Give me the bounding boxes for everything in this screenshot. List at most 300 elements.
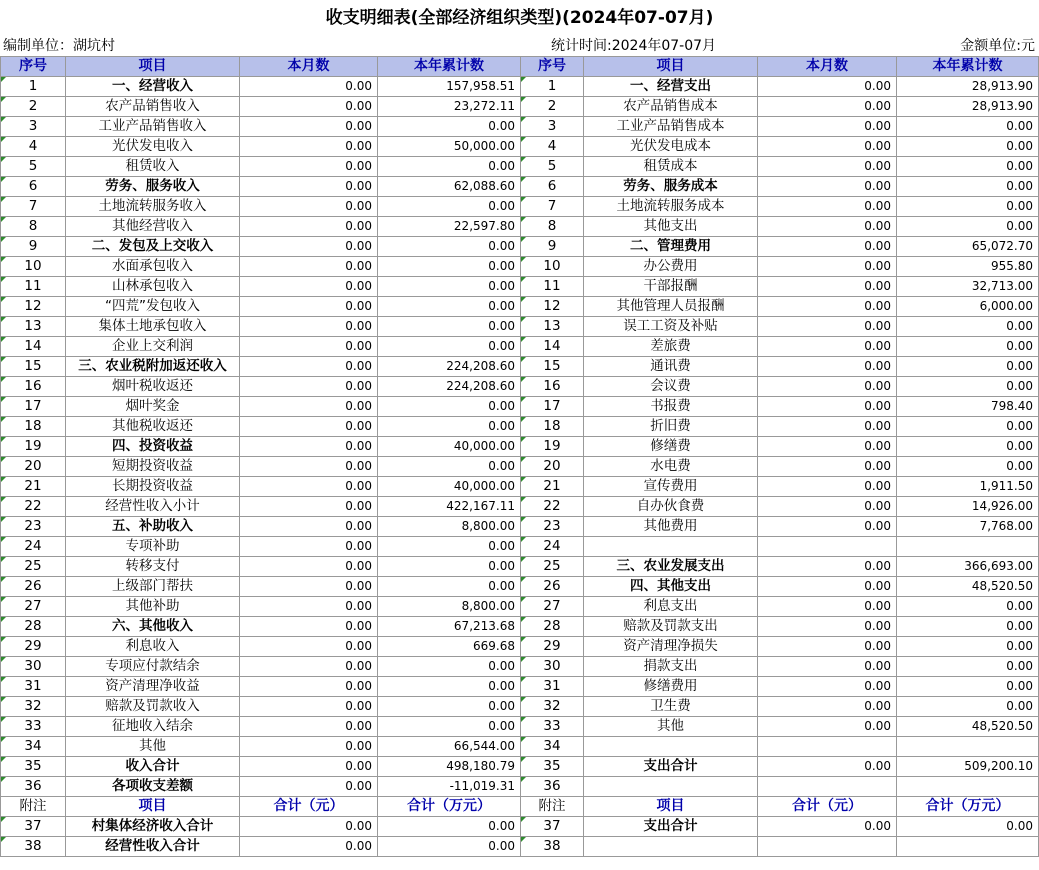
- income-month-value[interactable]: 0.00: [240, 317, 378, 337]
- income-ytd-value[interactable]: 0.00: [378, 337, 521, 357]
- row-number[interactable]: 26: [521, 577, 584, 597]
- expense-month-value[interactable]: 0.00: [758, 277, 897, 297]
- row-number[interactable]: 34: [521, 737, 584, 757]
- expense-ytd-value[interactable]: 0.00: [897, 197, 1039, 217]
- expense-month-value[interactable]: 0.00: [758, 517, 897, 537]
- income-month-value[interactable]: 0.00: [240, 757, 378, 777]
- income-item[interactable]: 其他经营收入: [66, 217, 240, 237]
- row-number[interactable]: 37: [1, 817, 66, 837]
- row-number[interactable]: 4: [1, 137, 66, 157]
- expense-ytd-value[interactable]: 0.00: [897, 817, 1039, 837]
- expense-ytd-value[interactable]: 32,713.00: [897, 277, 1039, 297]
- expense-item[interactable]: 干部报酬: [584, 277, 758, 297]
- row-number[interactable]: 3: [1, 117, 66, 137]
- income-ytd-value[interactable]: 0.00: [378, 577, 521, 597]
- expense-item[interactable]: 水电费: [584, 457, 758, 477]
- row-number[interactable]: 37: [521, 817, 584, 837]
- income-item[interactable]: 收入合计: [66, 757, 240, 777]
- row-number[interactable]: 28: [1, 617, 66, 637]
- income-item[interactable]: 二、发包及上交收入: [66, 237, 240, 257]
- income-ytd-value[interactable]: 0.00: [378, 277, 521, 297]
- expense-month-value[interactable]: 0.00: [758, 97, 897, 117]
- income-ytd-value[interactable]: 23,272.11: [378, 97, 521, 117]
- income-item[interactable]: 经营性收入小计: [66, 497, 240, 517]
- income-item[interactable]: 上级部门帮扶: [66, 577, 240, 597]
- expense-ytd-value[interactable]: 48,520.50: [897, 717, 1039, 737]
- expense-ytd-value[interactable]: 366,693.00: [897, 557, 1039, 577]
- row-number[interactable]: 36: [1, 777, 66, 797]
- expense-month-value[interactable]: 0.00: [758, 757, 897, 777]
- expense-item[interactable]: 捐款支出: [584, 657, 758, 677]
- expense-item[interactable]: 劳务、服务成本: [584, 177, 758, 197]
- income-item[interactable]: 租赁收入: [66, 157, 240, 177]
- row-number[interactable]: 15: [1, 357, 66, 377]
- income-month-value[interactable]: 0.00: [240, 777, 378, 797]
- income-ytd-value[interactable]: 8,800.00: [378, 597, 521, 617]
- expense-item[interactable]: 资产清理净损失: [584, 637, 758, 657]
- income-ytd-value[interactable]: 0.00: [378, 417, 521, 437]
- row-number[interactable]: 24: [521, 537, 584, 557]
- income-month-value[interactable]: 0.00: [240, 177, 378, 197]
- row-number[interactable]: 30: [1, 657, 66, 677]
- income-ytd-value[interactable]: 0.00: [378, 257, 521, 277]
- income-item[interactable]: 资产清理净收益: [66, 677, 240, 697]
- row-number[interactable]: 9: [1, 237, 66, 257]
- income-item[interactable]: 短期投资收益: [66, 457, 240, 477]
- income-month-value[interactable]: 0.00: [240, 497, 378, 517]
- row-number[interactable]: 17: [1, 397, 66, 417]
- income-month-value[interactable]: 0.00: [240, 397, 378, 417]
- expense-item[interactable]: 通讯费: [584, 357, 758, 377]
- income-item[interactable]: 专项补助: [66, 537, 240, 557]
- income-item[interactable]: 各项收支差额: [66, 777, 240, 797]
- income-item[interactable]: 转移支付: [66, 557, 240, 577]
- income-ytd-value[interactable]: 0.00: [378, 537, 521, 557]
- expense-ytd-value[interactable]: [897, 777, 1039, 797]
- expense-ytd-value[interactable]: 28,913.90: [897, 77, 1039, 97]
- row-number[interactable]: 17: [521, 397, 584, 417]
- income-ytd-value[interactable]: 62,088.60: [378, 177, 521, 197]
- expense-item[interactable]: 差旅费: [584, 337, 758, 357]
- expense-ytd-value[interactable]: 0.00: [897, 617, 1039, 637]
- expense-item[interactable]: 修缮费: [584, 437, 758, 457]
- income-month-value[interactable]: 0.00: [240, 357, 378, 377]
- row-number[interactable]: 35: [1, 757, 66, 777]
- row-number[interactable]: 1: [1, 77, 66, 97]
- row-number[interactable]: 22: [1, 497, 66, 517]
- income-item[interactable]: 集体土地承包收入: [66, 317, 240, 337]
- row-number[interactable]: 38: [1, 837, 66, 857]
- income-ytd-value[interactable]: 0.00: [378, 237, 521, 257]
- expense-ytd-value[interactable]: 955.80: [897, 257, 1039, 277]
- row-number[interactable]: 21: [1, 477, 66, 497]
- expense-item[interactable]: 二、管理费用: [584, 237, 758, 257]
- row-number[interactable]: 30: [521, 657, 584, 677]
- expense-item[interactable]: 三、农业发展支出: [584, 557, 758, 577]
- income-item[interactable]: 山林承包收入: [66, 277, 240, 297]
- expense-item[interactable]: [584, 537, 758, 557]
- income-month-value[interactable]: 0.00: [240, 137, 378, 157]
- expense-item[interactable]: 赔款及罚款支出: [584, 617, 758, 637]
- income-item[interactable]: 劳务、服务收入: [66, 177, 240, 197]
- row-number[interactable]: 31: [1, 677, 66, 697]
- income-ytd-value[interactable]: 0.00: [378, 297, 521, 317]
- expense-ytd-value[interactable]: 0.00: [897, 357, 1039, 377]
- expense-month-value[interactable]: 0.00: [758, 557, 897, 577]
- expense-ytd-value[interactable]: 6,000.00: [897, 297, 1039, 317]
- income-ytd-value[interactable]: 22,597.80: [378, 217, 521, 237]
- expense-month-value[interactable]: 0.00: [758, 317, 897, 337]
- income-item[interactable]: 其他: [66, 737, 240, 757]
- income-month-value[interactable]: 0.00: [240, 557, 378, 577]
- expense-month-value[interactable]: 0.00: [758, 457, 897, 477]
- row-number[interactable]: 38: [521, 837, 584, 857]
- income-item[interactable]: 三、农业税附加返还收入: [66, 357, 240, 377]
- expense-item[interactable]: 书报费: [584, 397, 758, 417]
- row-number[interactable]: 8: [521, 217, 584, 237]
- income-ytd-value[interactable]: 157,958.51: [378, 77, 521, 97]
- expense-month-value[interactable]: 0.00: [758, 817, 897, 837]
- income-item[interactable]: 长期投资收益: [66, 477, 240, 497]
- expense-ytd-value[interactable]: 0.00: [897, 217, 1039, 237]
- income-month-value[interactable]: 0.00: [240, 217, 378, 237]
- income-item[interactable]: 水面承包收入: [66, 257, 240, 277]
- expense-ytd-value[interactable]: 7,768.00: [897, 517, 1039, 537]
- income-ytd-value[interactable]: 498,180.79: [378, 757, 521, 777]
- income-month-value[interactable]: 0.00: [240, 437, 378, 457]
- expense-item[interactable]: 宣传费用: [584, 477, 758, 497]
- row-number[interactable]: 5: [521, 157, 584, 177]
- expense-ytd-value[interactable]: 0.00: [897, 417, 1039, 437]
- income-month-value[interactable]: 0.00: [240, 197, 378, 217]
- expense-item[interactable]: 自办伙食费: [584, 497, 758, 517]
- income-ytd-value[interactable]: 224,208.60: [378, 357, 521, 377]
- row-number[interactable]: 10: [521, 257, 584, 277]
- income-item[interactable]: 征地收入结余: [66, 717, 240, 737]
- row-number[interactable]: 15: [521, 357, 584, 377]
- row-number[interactable]: 11: [1, 277, 66, 297]
- expense-ytd-value[interactable]: 0.00: [897, 317, 1039, 337]
- income-month-value[interactable]: 0.00: [240, 517, 378, 537]
- expense-month-value[interactable]: 0.00: [758, 657, 897, 677]
- expense-ytd-value[interactable]: 65,072.70: [897, 237, 1039, 257]
- income-ytd-value[interactable]: 0.00: [378, 117, 521, 137]
- expense-ytd-value[interactable]: 0.00: [897, 637, 1039, 657]
- row-number[interactable]: 6: [1, 177, 66, 197]
- income-item[interactable]: 烟叶税收返还: [66, 377, 240, 397]
- expense-month-value[interactable]: 0.00: [758, 597, 897, 617]
- expense-month-value[interactable]: 0.00: [758, 577, 897, 597]
- expense-ytd-value[interactable]: 14,926.00: [897, 497, 1039, 517]
- expense-month-value[interactable]: 0.00: [758, 397, 897, 417]
- row-number[interactable]: 21: [521, 477, 584, 497]
- expense-item[interactable]: 土地流转服务成本: [584, 197, 758, 217]
- income-ytd-value[interactable]: 422,167.11: [378, 497, 521, 517]
- expense-ytd-value[interactable]: [897, 537, 1039, 557]
- row-number[interactable]: 32: [1, 697, 66, 717]
- expense-item[interactable]: 一、经营支出: [584, 77, 758, 97]
- row-number[interactable]: 7: [521, 197, 584, 217]
- expense-month-value[interactable]: 0.00: [758, 717, 897, 737]
- income-ytd-value[interactable]: 40,000.00: [378, 437, 521, 457]
- income-month-value[interactable]: 0.00: [240, 277, 378, 297]
- income-month-value[interactable]: 0.00: [240, 597, 378, 617]
- row-number[interactable]: 23: [1, 517, 66, 537]
- income-month-value[interactable]: 0.00: [240, 717, 378, 737]
- expense-ytd-value[interactable]: [897, 837, 1039, 857]
- expense-item[interactable]: [584, 777, 758, 797]
- income-item[interactable]: 五、补助收入: [66, 517, 240, 537]
- expense-month-value[interactable]: [758, 777, 897, 797]
- expense-ytd-value[interactable]: 0.00: [897, 157, 1039, 177]
- income-ytd-value[interactable]: 0.00: [378, 557, 521, 577]
- row-number[interactable]: 33: [1, 717, 66, 737]
- income-ytd-value[interactable]: 50,000.00: [378, 137, 521, 157]
- expense-ytd-value[interactable]: 0.00: [897, 177, 1039, 197]
- row-number[interactable]: 26: [1, 577, 66, 597]
- income-month-value[interactable]: 0.00: [240, 537, 378, 557]
- expense-ytd-value[interactable]: 0.00: [897, 697, 1039, 717]
- expense-month-value[interactable]: 0.00: [758, 677, 897, 697]
- expense-item[interactable]: 误工工资及补贴: [584, 317, 758, 337]
- expense-item[interactable]: 办公费用: [584, 257, 758, 277]
- expense-item[interactable]: 其他管理人员报酬: [584, 297, 758, 317]
- expense-ytd-value[interactable]: 28,913.90: [897, 97, 1039, 117]
- row-number[interactable]: 9: [521, 237, 584, 257]
- expense-item[interactable]: 四、其他支出: [584, 577, 758, 597]
- row-number[interactable]: 22: [521, 497, 584, 517]
- income-item[interactable]: 一、经营收入: [66, 77, 240, 97]
- row-number[interactable]: 13: [1, 317, 66, 337]
- expense-month-value[interactable]: 0.00: [758, 257, 897, 277]
- expense-month-value[interactable]: 0.00: [758, 437, 897, 457]
- expense-ytd-value[interactable]: 0.00: [897, 117, 1039, 137]
- row-number[interactable]: 35: [521, 757, 584, 777]
- expense-month-value[interactable]: 0.00: [758, 617, 897, 637]
- income-ytd-value[interactable]: 66,544.00: [378, 737, 521, 757]
- expense-ytd-value[interactable]: 0.00: [897, 657, 1039, 677]
- row-number[interactable]: 29: [1, 637, 66, 657]
- expense-month-value[interactable]: 0.00: [758, 477, 897, 497]
- income-item[interactable]: 土地流转服务收入: [66, 197, 240, 217]
- row-number[interactable]: 5: [1, 157, 66, 177]
- row-number[interactable]: 20: [1, 457, 66, 477]
- row-number[interactable]: 13: [521, 317, 584, 337]
- expense-month-value[interactable]: 0.00: [758, 337, 897, 357]
- income-month-value[interactable]: 0.00: [240, 457, 378, 477]
- expense-item[interactable]: 利息支出: [584, 597, 758, 617]
- expense-month-value[interactable]: 0.00: [758, 217, 897, 237]
- income-month-value[interactable]: 0.00: [240, 637, 378, 657]
- expense-item[interactable]: 光伏发电成本: [584, 137, 758, 157]
- row-number[interactable]: 12: [1, 297, 66, 317]
- income-ytd-value[interactable]: 8,800.00: [378, 517, 521, 537]
- expense-ytd-value[interactable]: 48,520.50: [897, 577, 1039, 597]
- row-number[interactable]: 14: [1, 337, 66, 357]
- income-ytd-value[interactable]: 0.00: [378, 817, 521, 837]
- income-item[interactable]: 赔款及罚款收入: [66, 697, 240, 717]
- expense-month-value[interactable]: 0.00: [758, 417, 897, 437]
- expense-ytd-value[interactable]: 0.00: [897, 137, 1039, 157]
- row-number[interactable]: 27: [1, 597, 66, 617]
- income-item[interactable]: 光伏发电收入: [66, 137, 240, 157]
- row-number[interactable]: 25: [521, 557, 584, 577]
- row-number[interactable]: 28: [521, 617, 584, 637]
- income-month-value[interactable]: 0.00: [240, 117, 378, 137]
- expense-item[interactable]: 卫生费: [584, 697, 758, 717]
- income-item[interactable]: 农产品销售收入: [66, 97, 240, 117]
- row-number[interactable]: 18: [1, 417, 66, 437]
- row-number[interactable]: 36: [521, 777, 584, 797]
- row-number[interactable]: 20: [521, 457, 584, 477]
- income-item[interactable]: 六、其他收入: [66, 617, 240, 637]
- row-number[interactable]: 4: [521, 137, 584, 157]
- row-number[interactable]: 25: [1, 557, 66, 577]
- income-item[interactable]: 工业产品销售收入: [66, 117, 240, 137]
- expense-ytd-value[interactable]: 0.00: [897, 377, 1039, 397]
- expense-month-value[interactable]: 0.00: [758, 497, 897, 517]
- expense-month-value[interactable]: 0.00: [758, 157, 897, 177]
- income-month-value[interactable]: 0.00: [240, 237, 378, 257]
- row-number[interactable]: 19: [521, 437, 584, 457]
- income-ytd-value[interactable]: 0.00: [378, 717, 521, 737]
- expense-item[interactable]: 折旧费: [584, 417, 758, 437]
- row-number[interactable]: 27: [521, 597, 584, 617]
- income-month-value[interactable]: 0.00: [240, 297, 378, 317]
- row-number[interactable]: 24: [1, 537, 66, 557]
- expense-month-value[interactable]: 0.00: [758, 237, 897, 257]
- income-ytd-value[interactable]: 0.00: [378, 677, 521, 697]
- income-month-value[interactable]: 0.00: [240, 377, 378, 397]
- row-number[interactable]: 2: [1, 97, 66, 117]
- expense-item[interactable]: [584, 737, 758, 757]
- expense-ytd-value[interactable]: 0.00: [897, 677, 1039, 697]
- expense-month-value[interactable]: [758, 837, 897, 857]
- row-number[interactable]: 16: [1, 377, 66, 397]
- row-number[interactable]: 18: [521, 417, 584, 437]
- expense-month-value[interactable]: 0.00: [758, 177, 897, 197]
- income-item[interactable]: “四荒”发包收入: [66, 297, 240, 317]
- income-ytd-value[interactable]: 0.00: [378, 197, 521, 217]
- row-number[interactable]: 32: [521, 697, 584, 717]
- expense-month-value[interactable]: 0.00: [758, 697, 897, 717]
- income-month-value[interactable]: 0.00: [240, 697, 378, 717]
- expense-item[interactable]: 修缮费用: [584, 677, 758, 697]
- row-number[interactable]: 12: [521, 297, 584, 317]
- expense-ytd-value[interactable]: 0.00: [897, 437, 1039, 457]
- row-number[interactable]: 11: [521, 277, 584, 297]
- row-number[interactable]: 7: [1, 197, 66, 217]
- expense-month-value[interactable]: 0.00: [758, 197, 897, 217]
- income-item[interactable]: 其他税收返还: [66, 417, 240, 437]
- expense-month-value[interactable]: 0.00: [758, 357, 897, 377]
- expense-item[interactable]: 支出合计: [584, 817, 758, 837]
- row-number[interactable]: 6: [521, 177, 584, 197]
- expense-ytd-value[interactable]: 1,911.50: [897, 477, 1039, 497]
- row-number[interactable]: 3: [521, 117, 584, 137]
- expense-ytd-value[interactable]: 0.00: [897, 337, 1039, 357]
- row-number[interactable]: 14: [521, 337, 584, 357]
- row-number[interactable]: 31: [521, 677, 584, 697]
- income-item[interactable]: 四、投资收益: [66, 437, 240, 457]
- expense-month-value[interactable]: 0.00: [758, 297, 897, 317]
- income-item[interactable]: 烟叶奖金: [66, 397, 240, 417]
- income-item[interactable]: 经营性收入合计: [66, 837, 240, 857]
- expense-month-value[interactable]: 0.00: [758, 377, 897, 397]
- income-month-value[interactable]: 0.00: [240, 97, 378, 117]
- row-number[interactable]: 19: [1, 437, 66, 457]
- expense-ytd-value[interactable]: 798.40: [897, 397, 1039, 417]
- expense-item[interactable]: 会议费: [584, 377, 758, 397]
- income-ytd-value[interactable]: -11,019.31: [378, 777, 521, 797]
- expense-item[interactable]: 租赁成本: [584, 157, 758, 177]
- income-ytd-value[interactable]: 0.00: [378, 697, 521, 717]
- income-month-value[interactable]: 0.00: [240, 77, 378, 97]
- row-number[interactable]: 23: [521, 517, 584, 537]
- income-month-value[interactable]: 0.00: [240, 417, 378, 437]
- expense-month-value[interactable]: 0.00: [758, 637, 897, 657]
- income-item[interactable]: 企业上交利润: [66, 337, 240, 357]
- expense-ytd-value[interactable]: [897, 737, 1039, 757]
- expense-item[interactable]: 其他: [584, 717, 758, 737]
- expense-month-value[interactable]: 0.00: [758, 77, 897, 97]
- income-item[interactable]: 利息收入: [66, 637, 240, 657]
- income-month-value[interactable]: 0.00: [240, 817, 378, 837]
- income-item[interactable]: 村集体经济收入合计: [66, 817, 240, 837]
- row-number[interactable]: 16: [521, 377, 584, 397]
- income-month-value[interactable]: 0.00: [240, 617, 378, 637]
- expense-month-value[interactable]: 0.00: [758, 117, 897, 137]
- income-item[interactable]: 其他补助: [66, 597, 240, 617]
- income-ytd-value[interactable]: 67,213.68: [378, 617, 521, 637]
- income-month-value[interactable]: 0.00: [240, 337, 378, 357]
- row-number[interactable]: 34: [1, 737, 66, 757]
- income-month-value[interactable]: 0.00: [240, 257, 378, 277]
- row-number[interactable]: 2: [521, 97, 584, 117]
- income-month-value[interactable]: 0.00: [240, 837, 378, 857]
- expense-month-value[interactable]: 0.00: [758, 137, 897, 157]
- expense-ytd-value[interactable]: 0.00: [897, 597, 1039, 617]
- income-month-value[interactable]: 0.00: [240, 477, 378, 497]
- income-month-value[interactable]: 0.00: [240, 577, 378, 597]
- expense-item[interactable]: [584, 837, 758, 857]
- income-ytd-value[interactable]: 0.00: [378, 317, 521, 337]
- income-ytd-value[interactable]: 0.00: [378, 657, 521, 677]
- row-number[interactable]: 1: [521, 77, 584, 97]
- income-ytd-value[interactable]: 40,000.00: [378, 477, 521, 497]
- income-month-value[interactable]: 0.00: [240, 737, 378, 757]
- income-ytd-value[interactable]: 0.00: [378, 837, 521, 857]
- expense-ytd-value[interactable]: 509,200.10: [897, 757, 1039, 777]
- income-ytd-value[interactable]: 0.00: [378, 397, 521, 417]
- row-number[interactable]: 33: [521, 717, 584, 737]
- income-ytd-value[interactable]: 0.00: [378, 157, 521, 177]
- expense-month-value[interactable]: [758, 737, 897, 757]
- expense-ytd-value[interactable]: 0.00: [897, 457, 1039, 477]
- expense-item[interactable]: 其他支出: [584, 217, 758, 237]
- row-number[interactable]: 8: [1, 217, 66, 237]
- row-number[interactable]: 29: [521, 637, 584, 657]
- income-ytd-value[interactable]: 0.00: [378, 457, 521, 477]
- income-month-value[interactable]: 0.00: [240, 657, 378, 677]
- income-month-value[interactable]: 0.00: [240, 677, 378, 697]
- row-number[interactable]: 10: [1, 257, 66, 277]
- income-item[interactable]: 专项应付款结余: [66, 657, 240, 677]
- income-month-value[interactable]: 0.00: [240, 157, 378, 177]
- income-ytd-value[interactable]: 669.68: [378, 637, 521, 657]
- expense-item[interactable]: 农产品销售成本: [584, 97, 758, 117]
- expense-item[interactable]: 其他费用: [584, 517, 758, 537]
